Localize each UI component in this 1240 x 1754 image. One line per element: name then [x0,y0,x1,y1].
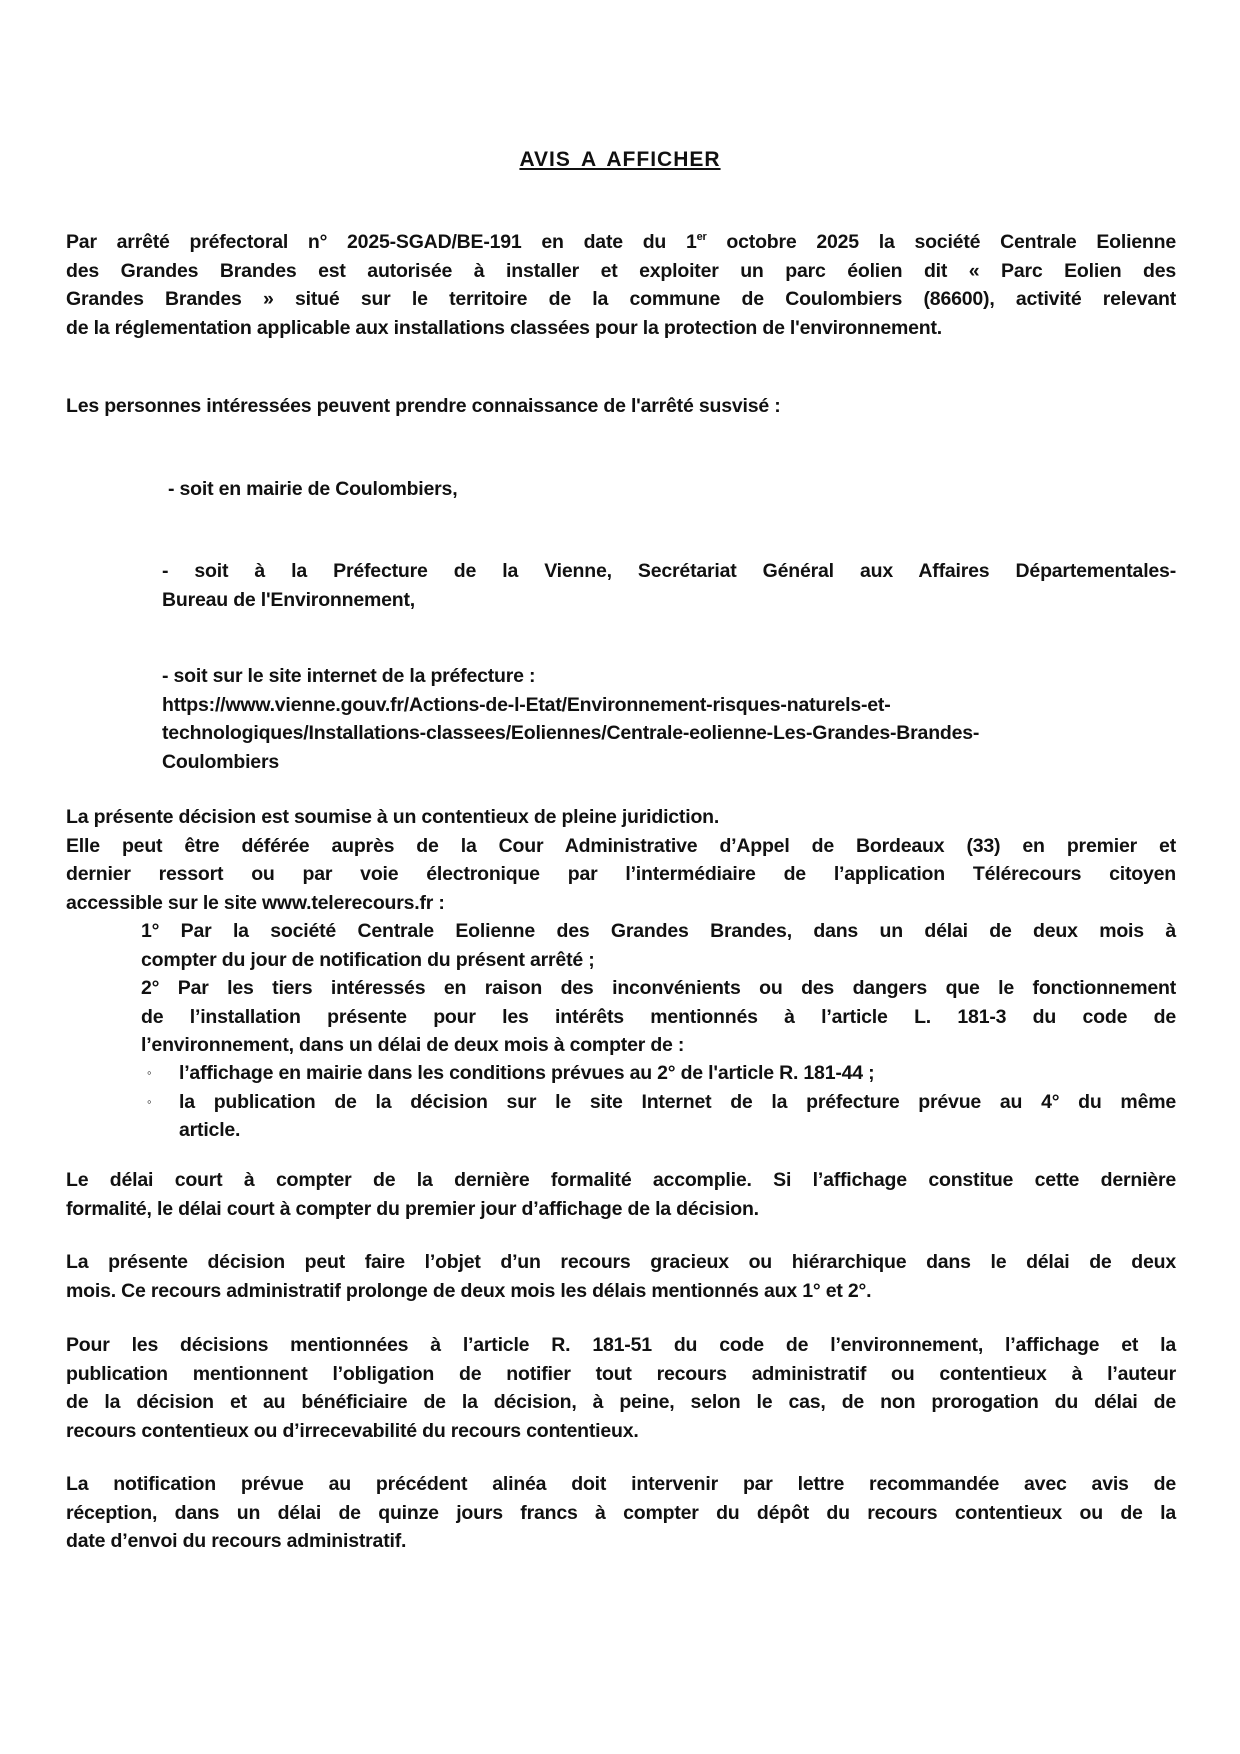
intro-paragraph [66,228,1176,342]
delay-paragraph: Le délai court à compter de la dernière formalité accomplie. Si l’affichage constitue cette dernière formalité, le délai court à compter du premier jour d’affichage de la décision. [66,1169,1176,1220]
page-title: AVIS A AFFICHER [519,148,721,171]
recourse-item-1: 1° Par la société Centrale Eolienne des Grandes Brandes, dans un délai de deux mois à compter du jour de notification du présent arrêté ; [141,920,1176,971]
gracious-recourse-paragraph: La présente décision peut faire l’objet d’un recours gracieux ou hiérarchique dans le délai de deux mois. Ce recours administratif prolonge de deux mois les délais mentionnés aux 1° et 2°. [66,1251,1176,1302]
circle-bullet-icon: ◦ [147,1065,152,1080]
prefecture-url-line-2[interactable]: technologiques/Installations-classees/Eoliennes/Centrale-eolienne-Les-Grandes-Brandes- [162,722,980,744]
bullet-item-publication: ◦ la publication de la décision sur le site Internet de la préfecture prévue au 4° du même article. [141,1088,1176,1145]
consult-option-prefecture: - soit à la Préfecture de la Vienne, Secrétariat Général aux Affaires Départementales- Bureau de l'Environnement, [162,560,1176,611]
intro-line-4: de la réglementation applicable aux installations classées pour la protection de l'environnement. [66,316,942,339]
intro-line-2: des Grandes Brandes est autorisée à installer et exploiter un parc éolien dit « Parc Eolien des [66,259,1176,282]
recourse-item-2: 2° Par les tiers intéressés en raison des inconvénients ou des dangers que le fonctionnement de l’installation présente pour les intérêts mentionnés à l’article L. 181-3 du code de l’environnement, dans un délai de deux mois à compter de : [141,977,1176,1056]
intro-line-3: Grandes Brandes » situé sur le territoire de la commune de Coulombiers (86600), activité relevant [66,288,1176,310]
recourse-section: La présente décision est soumise à un contentieux de pleine juridiction. Elle peut être déférée auprès de la Cour Administrative d’Appel de Bordeaux (33) en premier et dernier ressort ou par voie électronique par l’intermédiaire de l’application Télérecours citoyen accessible sur le site www.telerecours.fr : [66,803,1176,917]
prefecture-url-line-1[interactable]: https://www.vienne.gouv.fr/Actions-de-l-Etat/Environnement-risques-naturels-et- [162,693,891,716]
consult-intro: Les personnes intéressées peuvent prendre connaissance de l'arrêté susvisé : [66,395,781,417]
recourse-bullets [141,1059,1176,1145]
intro-line-1: Par arrêté préfectoral n° 2025-SGAD/BE-191 en date du 1er octobre 2025 la société Centrale Eolienne [66,231,1176,253]
consult-option-mairie: - soit en mairie de Coulombiers, [168,478,458,500]
telerecours-line: accessible sur le site www.telerecours.fr : [66,891,445,914]
bullet-item-affichage: ◦ l’affichage en mairie dans les conditions prévues au 2° de l'article R. 181-44 ; [141,1059,1176,1088]
consult-option-website: - soit sur le site internet de la préfecture : https://www.vienne.gouv.fr/Actions-de-l-Etat/Environnement-risques-naturels-et- technologiques/Installations-classees/Eoliennes/Centrale-eolienne-Les-Grandes-Brandes- Coulombiers [162,662,1176,776]
notification-paragraph: La notification prévue au précédent alinéa doit intervenir par lettre recommandée avec avis de réception, dans un délai de quinze jours francs à compter du dépôt du recours contentieux ou de la date d’envoi du recours administratif. [66,1473,1176,1552]
r18151-paragraph: Pour les décisions mentionnées à l’article R. 181-51 du code de l’environnement, l’affichage et la publication mentionnent l’obligation de notifier tout recours administratif ou contentieux à l’auteur de la décision et au bénéficiaire de la décision, à peine, selon le cas, de non prorogation du délai de recours contentieux ou d’irrecevabilité du recours contentieux. [66,1334,1176,1442]
circle-bullet-icon: ◦ [147,1093,152,1109]
recourse-items [141,917,1176,1060]
prefecture-url-line-3[interactable]: Coulombiers [162,750,279,773]
